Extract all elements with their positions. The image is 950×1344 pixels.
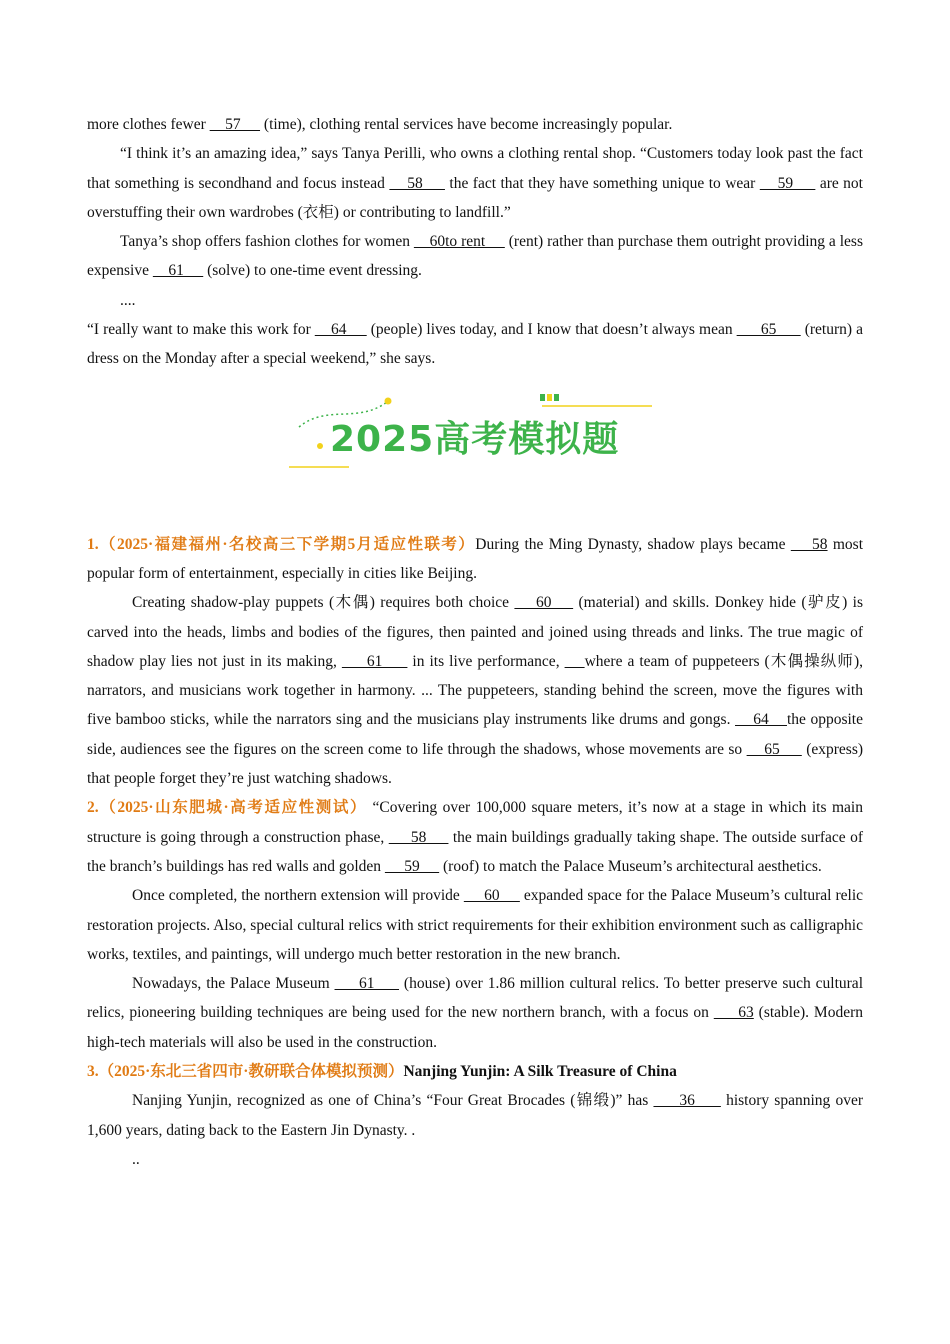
paragraph: Nanjing Yunjin, recognized as one of China’s “Four Great Brocades (锦缎)” has 36 history spanning over 1,600 years, dating back to the Eastern Jin Dynasty. . [87, 1092, 864, 1139]
blank-64: 64 [314, 321, 367, 339]
blank-64: 64 [735, 711, 787, 729]
blank-36: 36 [653, 1092, 721, 1110]
paragraph: more clothes fewer 57 (time), clothing rental services have become increasingly popular. [87, 116, 673, 133]
paragraph: “I really want to make this work for 64 (people) lives today, and I know that doesn’t always mean 65 (return) a dress on the Monday after a special weekend,” she says. [87, 321, 863, 368]
blank-63: 63 [713, 1004, 754, 1022]
blank-59: 59 [384, 857, 440, 875]
section-banner [87, 374, 863, 530]
blank-61: 61 [341, 652, 408, 670]
blank-58: 58 [790, 535, 828, 553]
passage-title: Nanjing Yunjin: A Silk Treasure of China [403, 1063, 677, 1081]
blank-65: 65 [736, 321, 801, 339]
ellipsis: .... [120, 291, 136, 309]
paragraph: Nowadays, the Palace Museum 61 (house) over 1.86 million cultural relics. To better preserve such cultural relics, pioneering building techniques are being used for the new northern branch, with a focus on 63 (stable). Modern high-tech materials will also be used in the construction. [87, 975, 864, 1051]
question-source: 3.（2025·东北三省四市·教研联合体模拟预测） [87, 1063, 404, 1081]
blank-60: 60 [514, 594, 574, 612]
blank-65: 65 [746, 740, 802, 758]
question-2-paragraph: 2.（2025·山东肥城·高考适应性测试） “Covering over 100,000 square meters, it’s now at a stage in which its main structure is going through a construction phase, 58 the main buildings gradually taking shape. The outside surface of the branch’s buildings has red walls and golden 59 (roof) to match the Palace Museum’s architectural aesthetics. [87, 799, 863, 875]
blank-61: 61 [334, 975, 400, 993]
question-source: 2.（2025·山东肥城·高考适应性测试） [87, 799, 368, 817]
question-1-paragraph: 1.（2025·福建福州·名校高三下学期5月适应性联考）During the Ming Dynasty, shadow plays became 58 most popular form of entertainment, especially in cities like Beijing. [87, 535, 864, 582]
question-3-paragraph [87, 1057, 863, 1086]
blank-58: 58 [388, 828, 449, 846]
blank-59: 59 [759, 174, 816, 192]
banner-title: 2025高考模拟题 [330, 418, 620, 460]
blank-57: 57 [209, 116, 261, 133]
paragraph: “I think it’s an amazing idea,” says Tanya Perilli, who owns a clothing rental shop. “Customers today look past the fact that something is secondhand and focus instead 58 the fact that they have something unique to wear 59 are not overstuffing their own wardrobes (衣柜) or contributing to landfill.” [87, 145, 863, 221]
blank-61: 61 [152, 262, 204, 280]
question-source: 1.（2025·福建福州·名校高三下学期5月适应性联考） [87, 535, 476, 553]
blank-60: 60to rent [413, 233, 505, 251]
blank-62 [565, 653, 585, 670]
blank-58: 58 [389, 174, 445, 192]
paragraph: Tanya’s shop offers fashion clothes for women 60to rent (rent) rather than purchase them outright providing a less expensive 61 (solve) to one-time event dressing. [87, 233, 863, 280]
blank-60: 60 [463, 887, 520, 905]
paragraph: Once completed, the northern extension will provide 60 expanded space for the Palace Museum’s cultural relic restoration projects. Also, special cultural relics with strict requirements for their exhibition environment such as calligraphic works, textiles, and paintings, will undergo much better restoration in the new branch. [87, 887, 864, 963]
paragraph: Creating shadow-play puppets (木偶) requires both choice 60 (material) and skills. Donkey hide (驴皮) is carved into the heads, limbs and bodies of the figures, then painted and joined using threads and links. The true magic of shadow play lies not just in its making, 61 in its live performance, where a team of puppeteers (木偶操纵师), narrators, and musicians work together in harmony. ... The puppeteers, standing behind the screen, move the figures with five bamboo sticks, while the narrators sing and the musicians play instruments like drums and gongs. 64 the opposite side, audiences see the figures on the screen come to life through the shadows, whose movements are so 65 (express) that people forget they’re just watching shadows. [87, 594, 864, 788]
ellipsis: .. [132, 1150, 140, 1168]
document-page [87, 110, 863, 1174]
